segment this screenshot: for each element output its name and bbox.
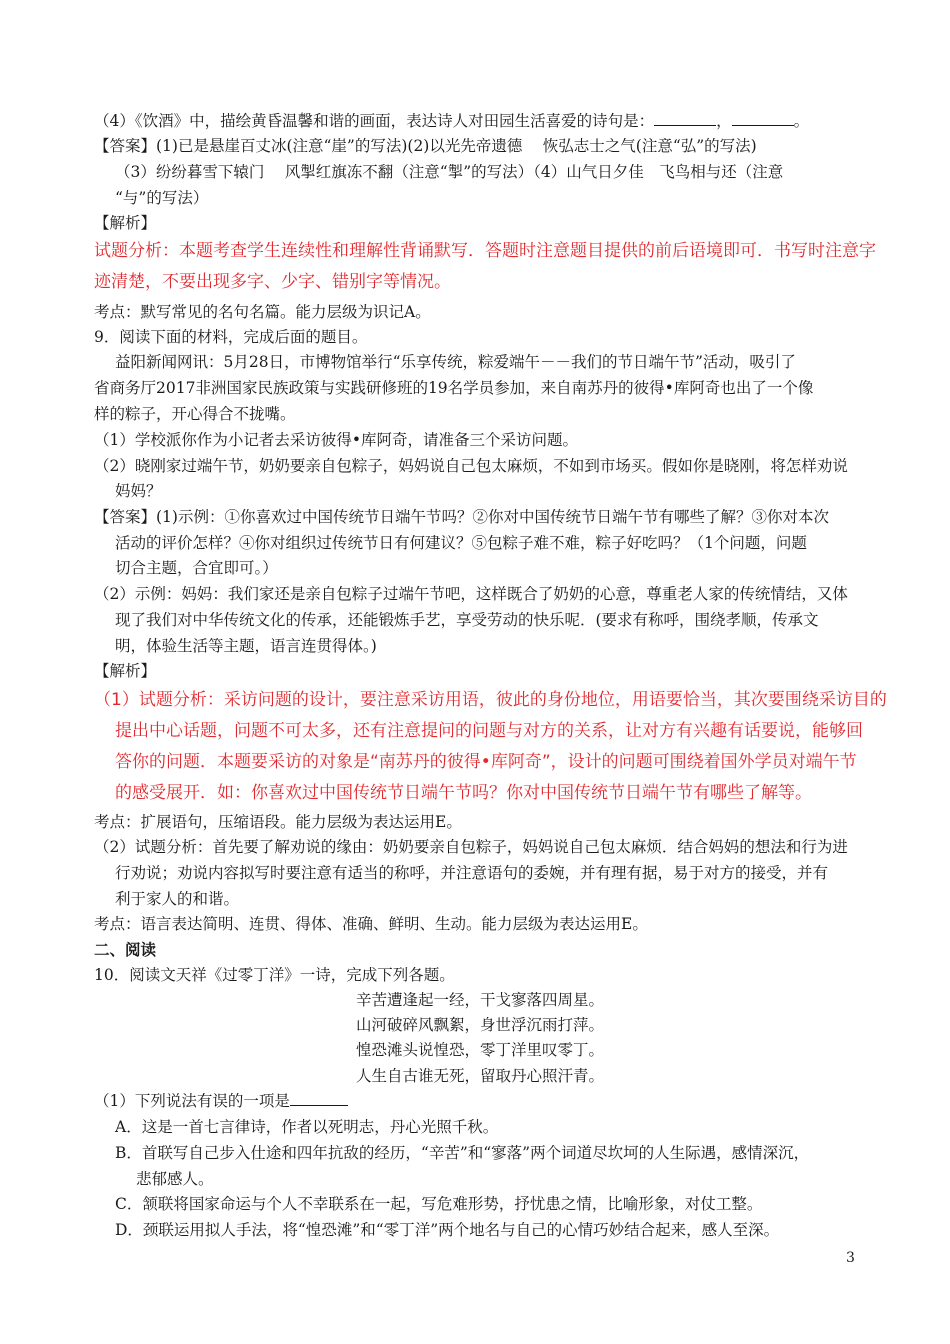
q9-kaodian1: 考点：扩展语句，压缩语段。能力层级为表达运用E。 [94,813,462,831]
q9-analysis1-line3: 答你的问题．本题要采访的对象是“南苏丹的彼得•库阿奇”，设计的问题可围绕着国外学员对端午节 [115,752,857,772]
q8-part4-line [94,110,809,132]
q10-option-d: D．颈联运用拟人手法，将“惶恐滩”和“零丁洋”两个地名与自己的心情巧妙结合起来，感人至深。 [115,1221,780,1239]
q9-analysis1-line4: 的感受展开．如：你喜欢过中国传统节日端午节吗？你对中国传统节日端午节有哪些了解等。 [115,783,812,803]
q10-option-b-line1: B．首联写自己步入仕途和四年抗敌的经历，“辛苦”和“寥落”两个词道尽坎坷的人生际遇，感情深沉， [115,1144,810,1162]
poem-line: 山河破碎风飘絮，身世浮沉雨打萍。 [356,1016,605,1034]
q9-material-line3: 样的粽子，开心得合不拢嘴。 [94,405,296,423]
q9-analysis1-line2: 提出中心话题，问题不可太多，还有注意提问的问题与对方的关系，让对方有兴趣有话要说，能够回 [115,721,863,741]
q9-jiexi-label: 【解析】 [94,662,157,680]
q10-option-a: A．这是一首七言律诗，作者以死明志，丹心光照千秋。 [115,1118,499,1136]
q9-analysis2-line1: （2）试题分析：首先要了解劝说的缘由：奶奶要亲自包粽子，妈妈说自己包太麻烦．结合妈妈的想法和行为进 [94,838,848,856]
q10-sub1-text: （1）下列说法有误的一项是 [94,1092,290,1110]
q8-answer-line1: 【答案】(1)已是悬崖百丈冰(注意“崖”的写法)(2)以光先帝遗德 恢弘志士之气(注意“弘”的写法) [94,137,757,155]
q8-answer-line3: “与”的写法） [115,189,209,207]
page-number: 3 [846,1250,855,1266]
q9-answer1-line2: 活动的评价怎样？④你对组织过传统节日有何建议？⑤包粽子难不难，粽子好吃吗？（1个问题，问题 [115,534,807,552]
q8-answer-line2: （3）纷纷暮雪下辕门 风掣红旗冻不翻（注意“掣”的写法）（4）山气日夕佳 飞鸟相与还（注意 [115,163,784,181]
q9-answer1-line3: 切合主题，合宜即可。） [115,559,278,577]
q9-analysis1-line1: （1）试题分析：采访问题的设计，要注意采访用语，彼此的身份地位，用语要恰当，其次要围绕采访目的 [94,690,887,710]
q9-answer2-line3: 明，体验生活等主题，语言连贯得体。) [115,637,377,655]
q9-question2-line2: 妈妈？ [115,482,162,500]
q9-answer2-line2: 现了我们对中华传统文化的传承，还能锻炼手艺，享受劳动的快乐呢．(要求有称呼，围绕孝顺，传承文 [115,611,819,629]
answer-blank [290,1091,348,1106]
poem-line: 人生自古谁无死，留取丹心照汗青。 [356,1067,605,1085]
q9-question1: （1）学校派你作为小记者去采访彼得•库阿奇，请准备三个采访问题。 [94,431,579,449]
poem-line: 辛苦遭逢起一经，干戈寥落四周星。 [356,991,605,1009]
poem-line: 惶恐滩头说惶恐，零丁洋里叹零丁。 [356,1041,605,1059]
q8-analysis-line1: 试题分析：本题考查学生连续性和理解性背诵默写．答题时注意题目提供的前后语境即可．书写时注意字 [94,241,876,261]
q8-part4-sep: ， [716,112,732,130]
q10-option-c: C．颔联将国家命运与个人不幸联系在一起，写危难形势，抒忧患之情，比喻形象，对仗工整。 [115,1195,763,1213]
q10-sub1-line [94,1090,348,1112]
q9-answer2-line1: （2）示例：妈妈：我们家还是亲自包粽子过端午节吧，这样既合了奶奶的心意，尊重老人家的传统情结，又体 [94,585,848,603]
q10-title: 10．阅读文天祥《过零丁洋》一诗，完成下列各题。 [94,966,455,984]
answer-blank [732,111,794,126]
q8-jiexi-label: 【解析】 [94,214,157,232]
q9-analysis2-line2: 行劝说；劝说内容拟写时要注意有适当的称呼，并注意语句的委婉，并有理有据，易于对方的接受，并有 [115,864,829,882]
q9-title: 9．阅读下面的材料，完成后面的题目。 [94,328,368,346]
q9-kaodian2: 考点：语言表达简明、连贯、得体、准确、鲜明、生动。能力层级为表达运用E。 [94,915,648,933]
q10-option-b-line2: 悲郁感人。 [136,1170,214,1188]
q9-question2-line1: （2）晓刚家过端午节，奶奶要亲自包粽子，妈妈说自己包太麻烦，不如到市场买。假如你是晓刚，将怎样劝说 [94,457,848,475]
section-heading: 二、阅读 [94,941,157,959]
q9-material-line2: 省商务厅2017非洲国家民族政策与实践研修班的19名学员参加，来自南苏丹的彼得•库阿奇也出了一个像 [94,379,814,397]
q9-material-line1: 益阳新闻网讯：5月28日，市博物馆举行“乐享传统，粽爱端午－－我们的节日端午节”活动，吸引了 [115,353,796,371]
q8-analysis-line2: 迹清楚，不要出现多字、少字、错别字等情况。 [94,272,451,292]
q8-part4-end: 。 [793,112,810,130]
q8-kaodian: 考点：默写常见的名句名篇。能力层级为识记A。 [94,303,431,321]
answer-blank [654,111,716,126]
q9-answer1-line1: 【答案】(1)示例：①你喜欢过中国传统节日端午节吗？②你对中国传统节日端午节有哪些了解？③你对本次 [94,508,829,526]
q9-analysis2-line3: 利于家人的和谐。 [115,890,240,908]
q8-part4-text: （4）《饮酒》中，描绘黄昏温馨和谐的画面，表达诗人对田园生活喜爱的诗句是： [94,112,655,130]
